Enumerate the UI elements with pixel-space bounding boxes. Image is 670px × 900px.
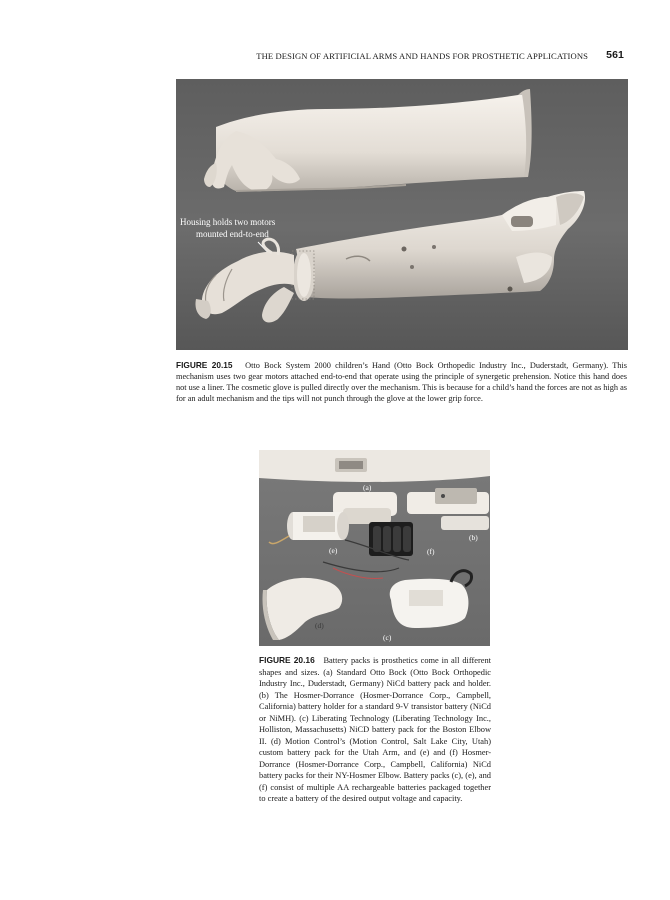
running-title: THE DESIGN OF ARTIFICIAL ARMS AND HANDS FOR PROSTHETIC APPLICATIONS: [256, 51, 588, 61]
label-a: (a): [363, 483, 372, 492]
figure-20-16-illustration: [259, 450, 490, 646]
figure-20-16-label: FIGURE 20.16: [259, 655, 315, 665]
label-f: (f): [427, 547, 435, 556]
figure-20-16-caption: [259, 655, 491, 805]
figure-20-15-caption-text: Otto Bock System 2000 children’s Hand (Otto Bock Orthopedic Industry Inc., Duderstadt, Germany). This mechanism uses two gear motors attached end-to-end that operate using the principle of synergetic prehension. Notice this hand does not use a liner. The cosmetic glove is pulled directly over the mechanism. This is because for a child’s hand the forces are not as high as for an adult mechanism and the tips will not punch through the glove at the lower grip force.: [176, 361, 627, 404]
label-c: (c): [383, 633, 392, 642]
figure-20-16-caption-text: Battery packs is prosthetics come in all different shapes and sizes. (a) Standard Otto Bock (Otto Bock Orthopedic Industry Inc., Duderstadt, Germany) NiCd battery pack and holder. (b) The Hosmer-Dorrance (Hosmer-Dorrance Corp., Campbell, California) battery holder for a standard 9-V transistor battery (NiCd or NiMH). (c) Liberating Technology (Liberating Technology Inc., Holliston, Massachusetts) NiCD battery pack for the Boston Elbow II. (d) Motion Control’s (Motion Control, Salt Lake City, Utah) custom battery pack for the Utah Arm, and (e) and (f) Hosmer-Dorrance (Hosmer-Dorrance Corp., Campbell, California) NiCd battery packs for their NY-Hosmer Elbow. Battery packs (c), (e), and (f) consist of multiple AA rechargeable batteries packaged together to create a battery of the desired output voltage and capacity.: [259, 656, 492, 803]
annotation-line-1: Housing holds two motors: [180, 217, 276, 227]
label-b: (b): [469, 533, 478, 542]
annotation-line-2: mounted end-to-end: [196, 229, 269, 239]
running-head: [176, 50, 626, 64]
page-number: 561: [606, 49, 624, 61]
figure-20-15-label: FIGURE 20.15: [176, 360, 233, 370]
figure-20-15-caption: [176, 360, 627, 404]
label-d: (d): [315, 621, 324, 630]
figure-20-15-illustration: [176, 79, 628, 350]
label-e: (e): [329, 546, 338, 555]
figure-20-16-photo: [259, 450, 490, 646]
figure-20-15-photo: [176, 79, 628, 350]
